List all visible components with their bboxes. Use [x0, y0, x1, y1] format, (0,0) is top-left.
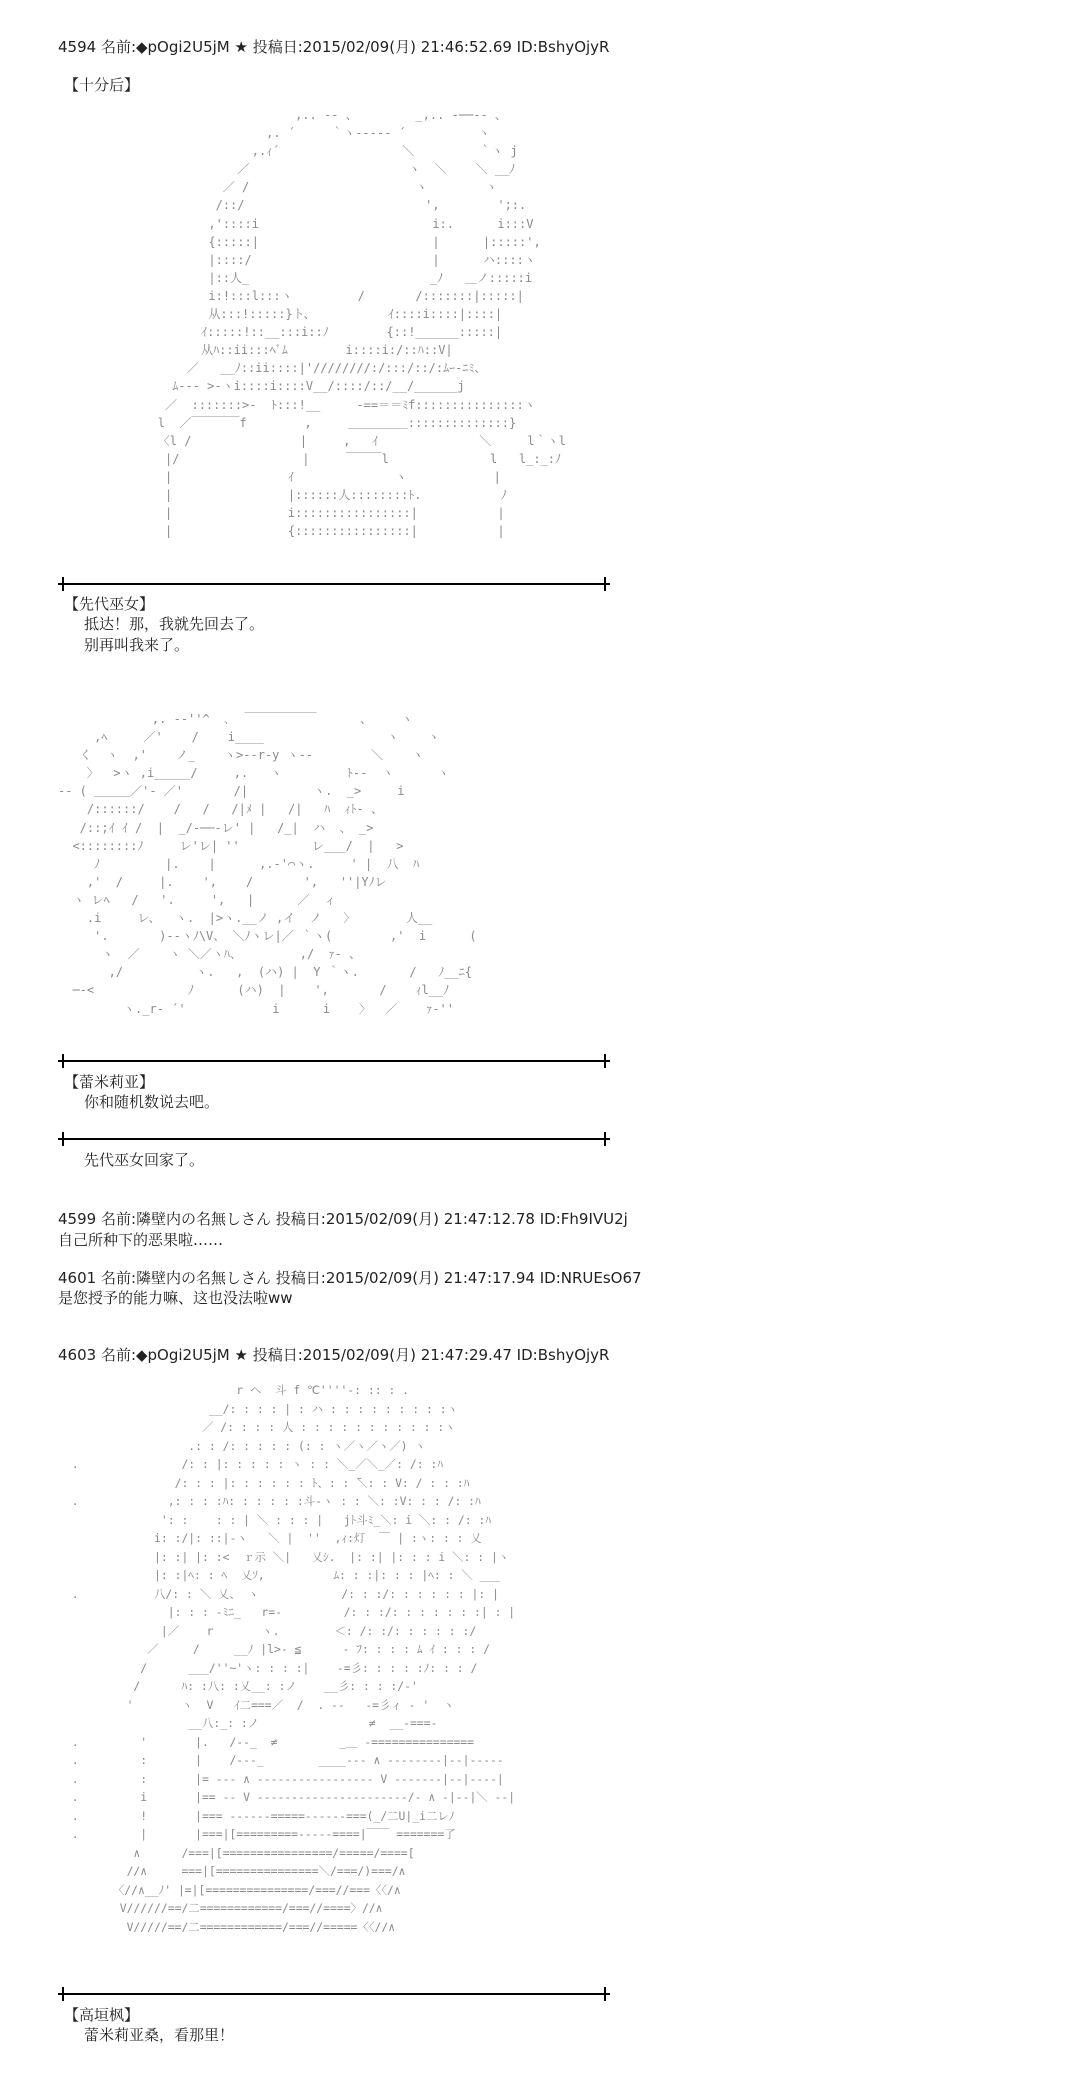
speaker-label: 【蕾米莉亚】 — [64, 1073, 155, 1091]
ascii-art-kaede: r ヘ 斗 f ℃''''‐: :: : . __/: : : : | : ハ : : : : : : : : :ヽ ／ /: : : : 人 : : : : : : : : : : :ヽ .: : /: : : : : (: : ヽ／ヽ／ヽ／) ヽ . /: : |: : : : : ヽ : : ＼_／＼_／: /: :ﾊ /: : : |: : : : : : ﾄ、: : ̄＼: : V: / : : :ﾊ . ,: : : :ﾊ: : : : : :斗‐ヽ : : ＼: :V: : : /: :ﾊ ': : : : | ＼ : : : | jﾄ斗ﾐ_＼: i ＼: : /: :ﾊ i: :/|: ::|‐ヽ ＼ | '' ,ｨ:灯 ￣ | :ヽ: : : 乂 |: :| |: :< ｒ示 ＼| 乂ｼ. |: :| |: : : i ＼: : |ヽ |: :|ﾍ: : ﾍ 乂ｿ, ﾑ: : :|: : : |ﾍ: : ＼ ___ . 八/: : ＼ 乂、 ヽ /: : :/: : : : : : |: | |: : : -ﾐﾆ_ r=- /: : :/: : : : : : :| : | |／ r ヽ. ＜: /: :/: : : : : :/ ／ / __ﾉ |l>- ≦ ‐ ﾌ: : : : ﾑ ｲ : : : / / ___/''~'ヽ: : : :| -=彡: : : : :ﾉ: : : / / ﾊ: :八: :乂__: :ノ __彡: : : :/‐' ' ヽ V ｲ二===／ / . ‐‐ -=彡ィ ‐ ' ヽ __八:_: :ノ ≠ __-===- . ' |. /‐‐_ ≠ _＿ -=============== . : | /‐‐‐_ ____--- ∧ --------|--|----- . : |= ‐‐‐ ∧ ‐‐‐‐‐‐‐‐‐‐‐‐‐‐‐‐‐ V ‐‐‐‐‐‐‐|‐‐|‐‐‐‐| . i |== ‐‐ V ‐‐‐‐‐‐‐‐‐‐‐‐‐‐‐‐‐‐‐‐‐‐/‐ ∧ ‐|‐‐|＼ ‐‐| . ! |=== ------=====------===(_/二U|_i二レﾉ . | |===|[=========-----====|￣￣ =======了 ∧ /===|[================/=====/====[ //∧ ===|[===============＼/===/)===/∧ 〈//∧__ﾉ' |=|[===============/===//===〈〈/∧ V//////==/二============/===//====〉//∧ V/////==/二============/===//=====〈〈//∧ — [71, 1383, 516, 1934]
scene-label: 【十分后】 — [64, 76, 140, 94]
post-header: 4594 名前:◆pOgi2U5jM ★ 投稿日:2015/02/09(月) 21:46:52.69 ID:BshyOjyR — [58, 38, 610, 56]
divider-line — [58, 1054, 610, 1068]
comment-text: 是您授予的能力嘛、这也没法啦ww — [58, 1289, 293, 1307]
narration-line: 先代巫女回家了。 — [84, 1151, 205, 1169]
dialogue-line: 你和随机数说去吧。 — [84, 1093, 220, 1111]
speaker-label: 【先代巫女】 — [64, 595, 155, 613]
speaker-label: 【高垣枫】 — [64, 2006, 140, 2024]
divider-line — [58, 1132, 610, 1146]
divider-line — [58, 1987, 610, 2001]
comment-header: 4601 名前:隣壁内の名無しさん 投稿日:2015/02/09(月) 21:47:17.94 ID:NRUEsO67 — [58, 1269, 642, 1287]
post-header: 4603 名前:◆pOgi2U5jM ★ 投稿日:2015/02/09(月) 21:47:29.47 ID:BshyOjyR — [58, 1346, 610, 1364]
comment-text: 自己所种下的恶果啦…… — [58, 1231, 224, 1249]
ascii-art-shrine-maiden: ,.. -- 、 _,.. -──‐- 、 ,. ´ ｀ヽ‐---‐ ´ ヽ ,.ｨ´ ＼ ｀ヽ j ／ ヽ ＼ ＼ __ﾉ ／ / ヽ ヽ /::/ ', ';:. ,'::::i i:. i:::V {:::::| | |:::::', |::::/ | ハ::::ヽ |::人_ _ﾉ ＿ノ:::::i i:!:::l:::ヽ / /:::::::|:::::| 从:::!:::::}ト、 ｲ::::i::::|::::| ｲ:::::!::__:::i::ﾉ {::!______:::::| 从ﾊ::ii:::ﾍﾞﾑ i::::i:/::ﾊ::V| ／ __ﾉ::ii::::|'////////:/:::/::/:ﾑｰ-ﾆﾐ、 ﾑ--- >-ヽi::::i::::V__/::::/::/__/______j ／ :::::::>- ﾄ:::!__ -==＝＝ﾐf:::::::::::::::ヽ l ／￣￣￣￣f , ＿＿＿＿＿::::::::::::::} 〈l / | , ｲ ＼ l｀ヽl |/ | ￣￣￣l l l_:_:ﾉ | ｲ ヽ | | |::::::人::::::::ﾄ. ﾉ | i::::::::::::::::| | | {::::::::::::::::| | — [157, 108, 566, 539]
dialogue-line: 蕾米莉亚桑，看那里！ — [84, 2026, 235, 2044]
ascii-art-remilia: ,. -‐''^ ､ ￣￣￣￣￣￣ 、 ヽ ,ﾍ ／' / i____ ヽ ヽ く ヽ ,' ノ_ ヽ>‐-r‐y ヽ‐- ＼ ヽ 〉 >ヽ ,i_____/ ,. ヽ ﾄ-‐ ヽ ヽ ‐- ( ＿＿＿／'‐ ／' /| ヽ. _> i /::::::/ / / /|ﾒ | /| ﾊ ｨﾄ- 、 /::;ｲ ｲ / | _/-──-レ' | /_| ハ 、 _> <::::::::ﾉ レ'レ| '' レ___/ | > ﾉ |. | ,.‐'⌒ヽ. ' | 八 ﾊ ,' / |. ', / ', ''|Yﾉレ ヽ レﾍ / '. ', | ／ ィ .i レ、 ヽ. |>ヽ.__ノ ,イ ノ 〉 人__ '. )-‐ヽﾉ\V、 ＼ﾉヽレ|／ ｀ヽ( ,' i ( ヽ ／ ヽ ＼／ヽﾊ、 ,/ ｧ‐ 、 ,/ ヽ. , (ハ) | Y ｀ヽ. / ﾉ__ﾆ{ ─-< ﾉ (ハ) | ', / ｨl__ﾉ ヽ._r‐ ´' i i 〉 ／ ｧ‐'' — [58, 712, 477, 1016]
dialogue-line: 抵达！那，我就先回去了。 — [84, 615, 265, 633]
divider-line — [58, 577, 610, 591]
comment-header: 4599 名前:隣壁内の名無しさん 投稿日:2015/02/09(月) 21:47:12.78 ID:Fh9IVU2j — [58, 1210, 628, 1228]
dialogue-line: 别再叫我来了。 — [84, 636, 190, 654]
